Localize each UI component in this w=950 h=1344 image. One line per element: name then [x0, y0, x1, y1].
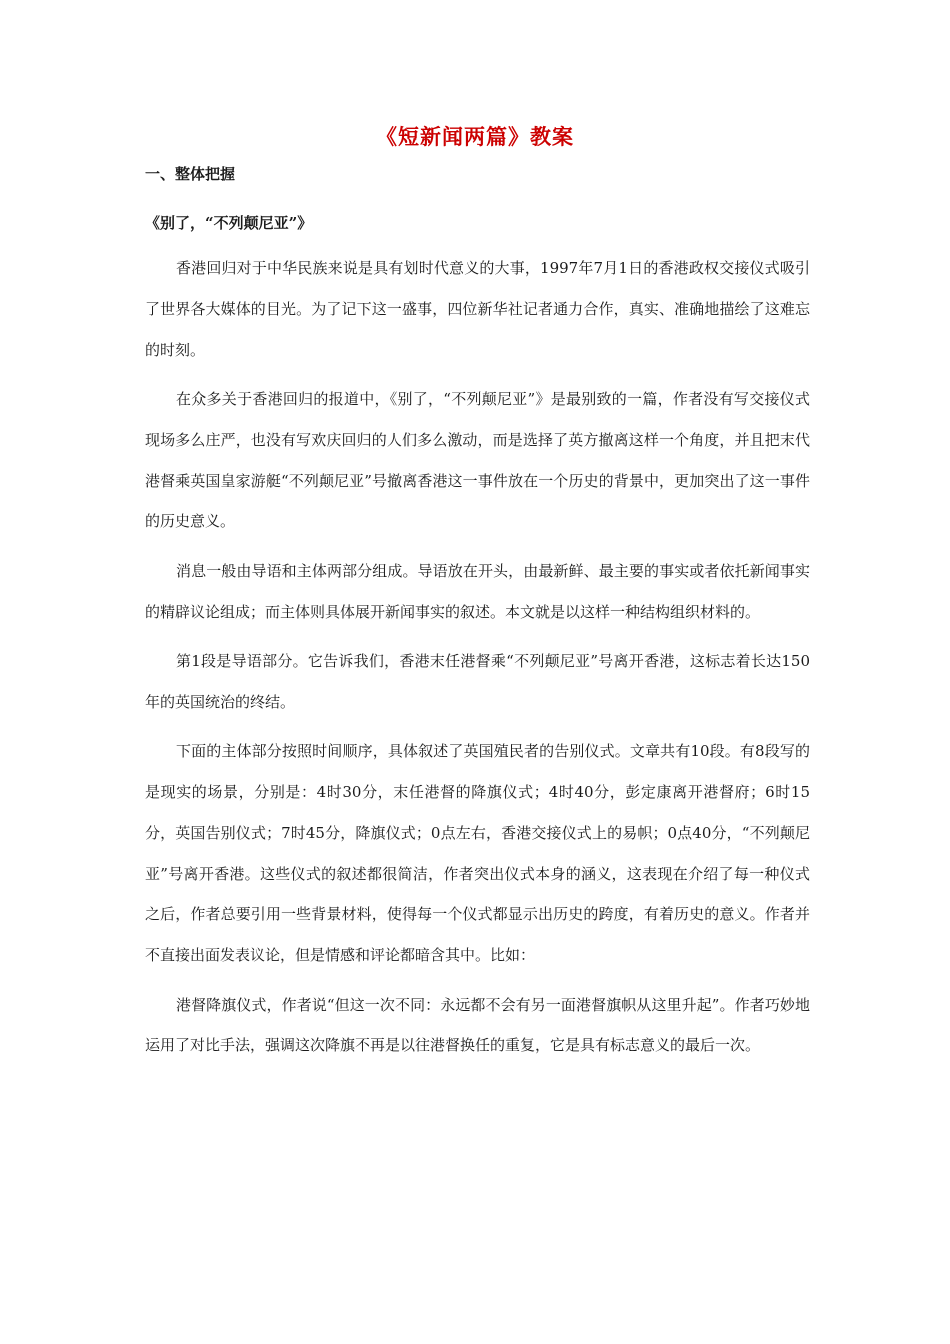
paragraph-4: 第1段是导语部分。它告诉我们，香港末任港督乘“不列颠尼亚”号离开香港，这标志着长达150年的英国统治的终结。	[145, 651, 810, 711]
paragraph-3: 消息一般由导语和主体两部分组成。导语放在开头，由最新鲜、最主要的事实或者依托新闻事实的精辟议论组成；而主体则具体展开新闻事实的叙述。本文就是以这样一种结构组织材料的。	[145, 561, 810, 621]
paragraph-5: 下面的主体部分按照时间顺序，具体叙述了英国殖民者的告别仪式。文章共有10段。有8段写的是现实的场景，分别是：4时30分，末任港督的降旗仪式；4时40分，彭定康离开港督府；6时15分，英国告别仪式；7时45分，降旗仪式；0点左右，香港交接仪式上的易帜；0点40分，“不列颠尼亚”号离开香港。这些仪式的叙述都很简洁，作者突出仪式本身的涵义，这表现在介绍了每一种仪式之后，作者总要引用一些背景材料，使得每一个仪式都显示出历史的跨度，有着历史的意义。作者并不直接出面发表议论，但是情感和评论都暗含其中。比如：	[145, 742, 810, 965]
paragraph-1: 香港回归对于中华民族来说是具有划时代意义的大事，1997年7月1日的香港政权交接仪式吸引了世界各大媒体的目光。为了记下这一盛事，四位新华社记者通力合作，真实、准确地描绘了这难忘的时刻。	[145, 259, 810, 359]
article-subheading: 《别了，“不列颠尼亚”》	[145, 214, 313, 232]
paragraph-2: 在众多关于香港回归的报道中，《别了，“不列颠尼亚”》是最别致的一篇，作者没有写交接仪式现场多么庄严，也没有写欢庆回归的人们多么激动，而是选择了英方撤离这样一个角度，并且把末代港督乘英国皇家游艇“不列颠尼亚”号撤离香港这一事件放在一个历史的背景中，更加突出了这一事件的历史意义。	[145, 389, 810, 531]
paragraph-6: 港督降旗仪式，作者说“但这一次不同：永远都不会有另一面港督旗帜从这里升起”。作者巧妙地运用了对比手法，强调这次降旗不再是以往港督换任的重复，它是具有标志意义的最后一次。	[145, 995, 810, 1055]
section-heading: 一、整体把握	[145, 165, 236, 183]
document-title: 《短新闻两篇》教案	[376, 124, 574, 149]
document-body	[145, 248, 810, 1075]
